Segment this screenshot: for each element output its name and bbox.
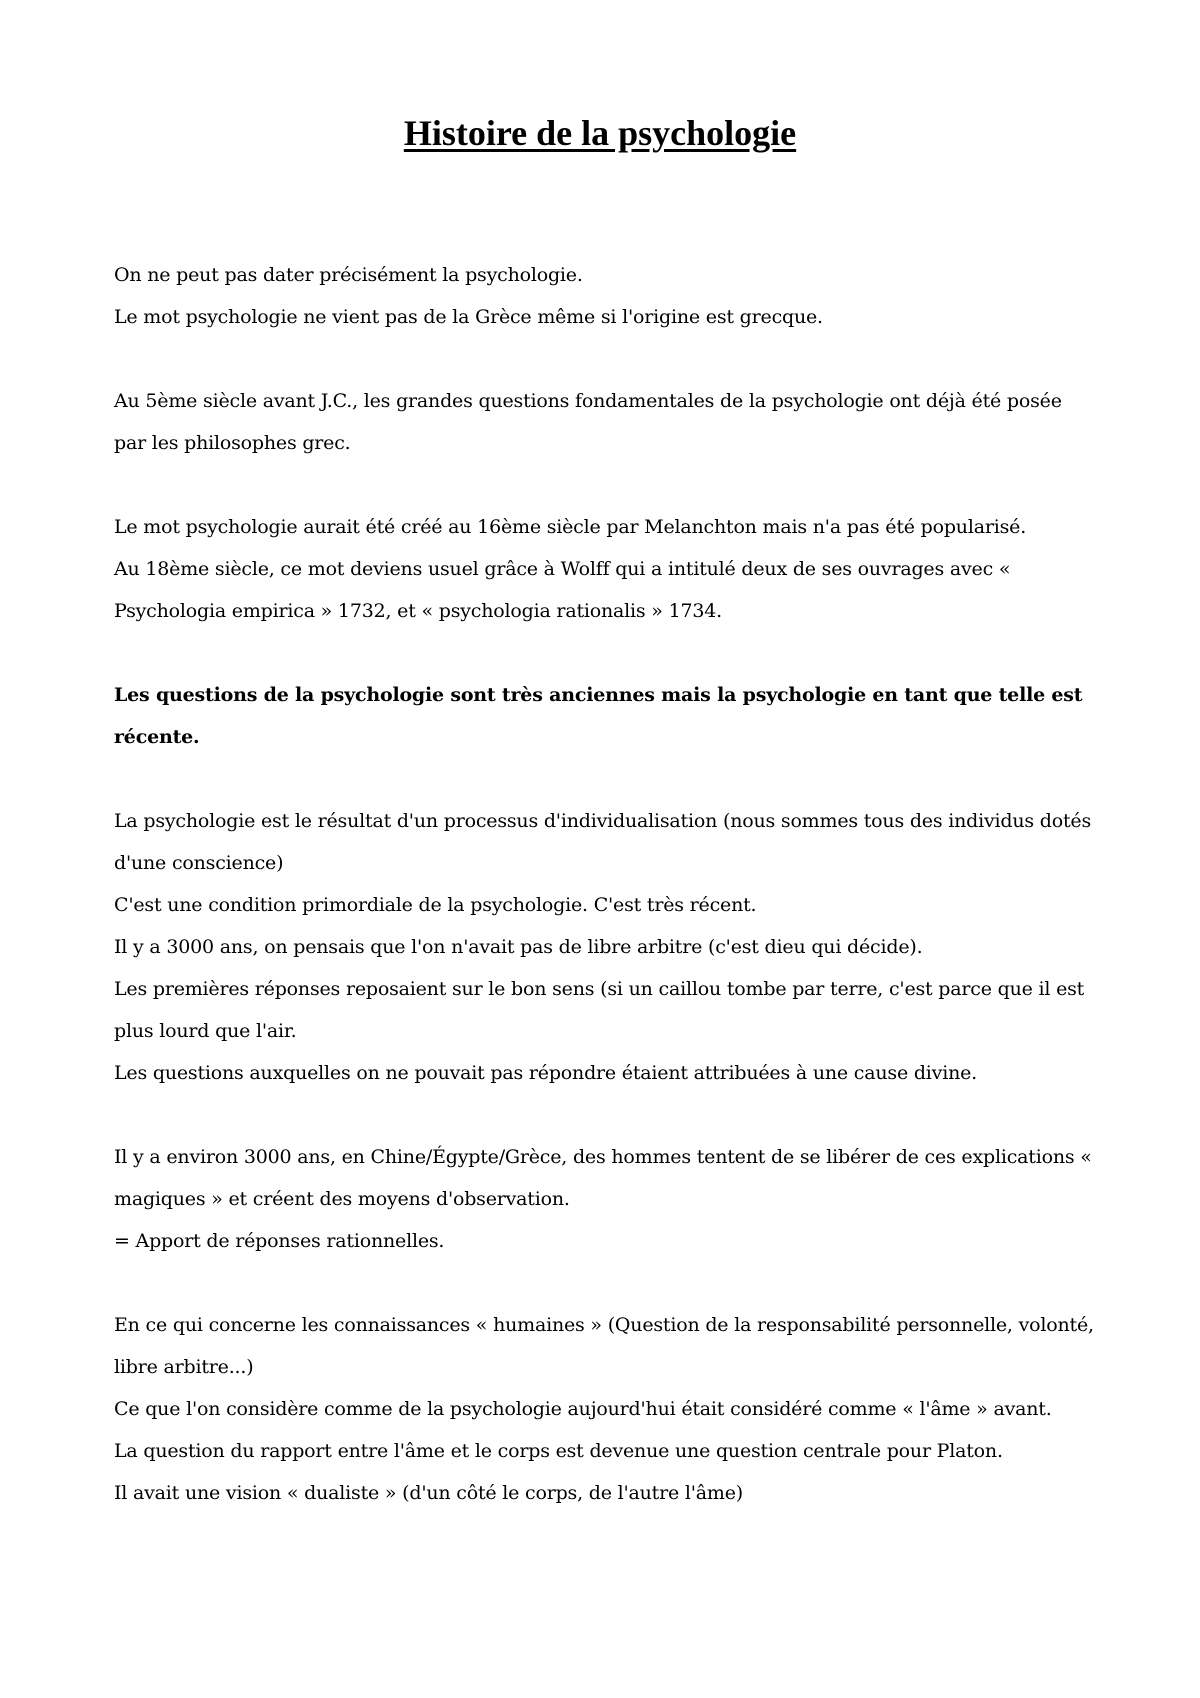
paragraph: On ne peut pas dater précisément la psychologie.: [114, 264, 583, 286]
bold-paragraph: Les questions de la psychologie sont très anciennes mais la psychologie en tant que telle est récente.: [114, 684, 1083, 748]
paragraph: En ce qui concerne les connaissances « humaines » (Question de la responsabilité personnelle, volonté, libre arbitre...): [114, 1314, 1094, 1378]
paragraph: Le mot psychologie aurait été créé au 16ème siècle par Melanchton mais n'a pas été popularisé.: [114, 516, 1027, 538]
paragraph: Au 18ème siècle, ce mot deviens usuel grâce à Wolff qui a intitulé deux de ses ouvrages avec « Psychologia empirica » 1732, et « psychologia rationalis » 1734.: [114, 558, 1011, 622]
paragraph: Au 5ème siècle avant J.C., les grandes questions fondamentales de la psychologie ont déjà été posée par les philosophes grec.: [114, 390, 1062, 454]
paragraph: Il y a environ 3000 ans, en Chine/Égypte/Grèce, des hommes tentent de se libérer de ces explications « magiques » et créent des moyens d'observation.: [114, 1146, 1092, 1210]
paragraph: Le mot psychologie ne vient pas de la Grèce même si l'origine est grecque.: [114, 306, 823, 328]
paragraph: Ce que l'on considère comme de la psychologie aujourd'hui était considéré comme « l'âme » avant.: [114, 1398, 1052, 1420]
paragraph: Les questions auxquelles on ne pouvait pas répondre étaient attribuées à une cause divine.: [114, 1062, 978, 1084]
paragraph: La psychologie est le résultat d'un processus d'individualisation (nous sommes tous des individus dotés d'une conscience): [114, 810, 1092, 874]
paragraph: Il y a 3000 ans, on pensais que l'on n'avait pas de libre arbitre (c'est dieu qui décide).: [114, 936, 923, 958]
paragraph: C'est une condition primordiale de la psychologie. C'est très récent.: [114, 894, 757, 916]
paragraph: Il avait une vision « dualiste » (d'un côté le corps, de l'autre l'âme): [114, 1482, 743, 1504]
paragraph: La question du rapport entre l'âme et le corps est devenue une question centrale pour Platon.: [114, 1440, 1003, 1462]
page-title: Histoire de la psychologie: [403, 113, 797, 153]
paragraph: Les premières réponses reposaient sur le bon sens (si un caillou tombe par terre, c'est parce que il est plus lourd que l'air.: [114, 978, 1085, 1042]
document-body: [114, 254, 1094, 1514]
paragraph: = Apport de réponses rationnelles.: [114, 1230, 445, 1252]
